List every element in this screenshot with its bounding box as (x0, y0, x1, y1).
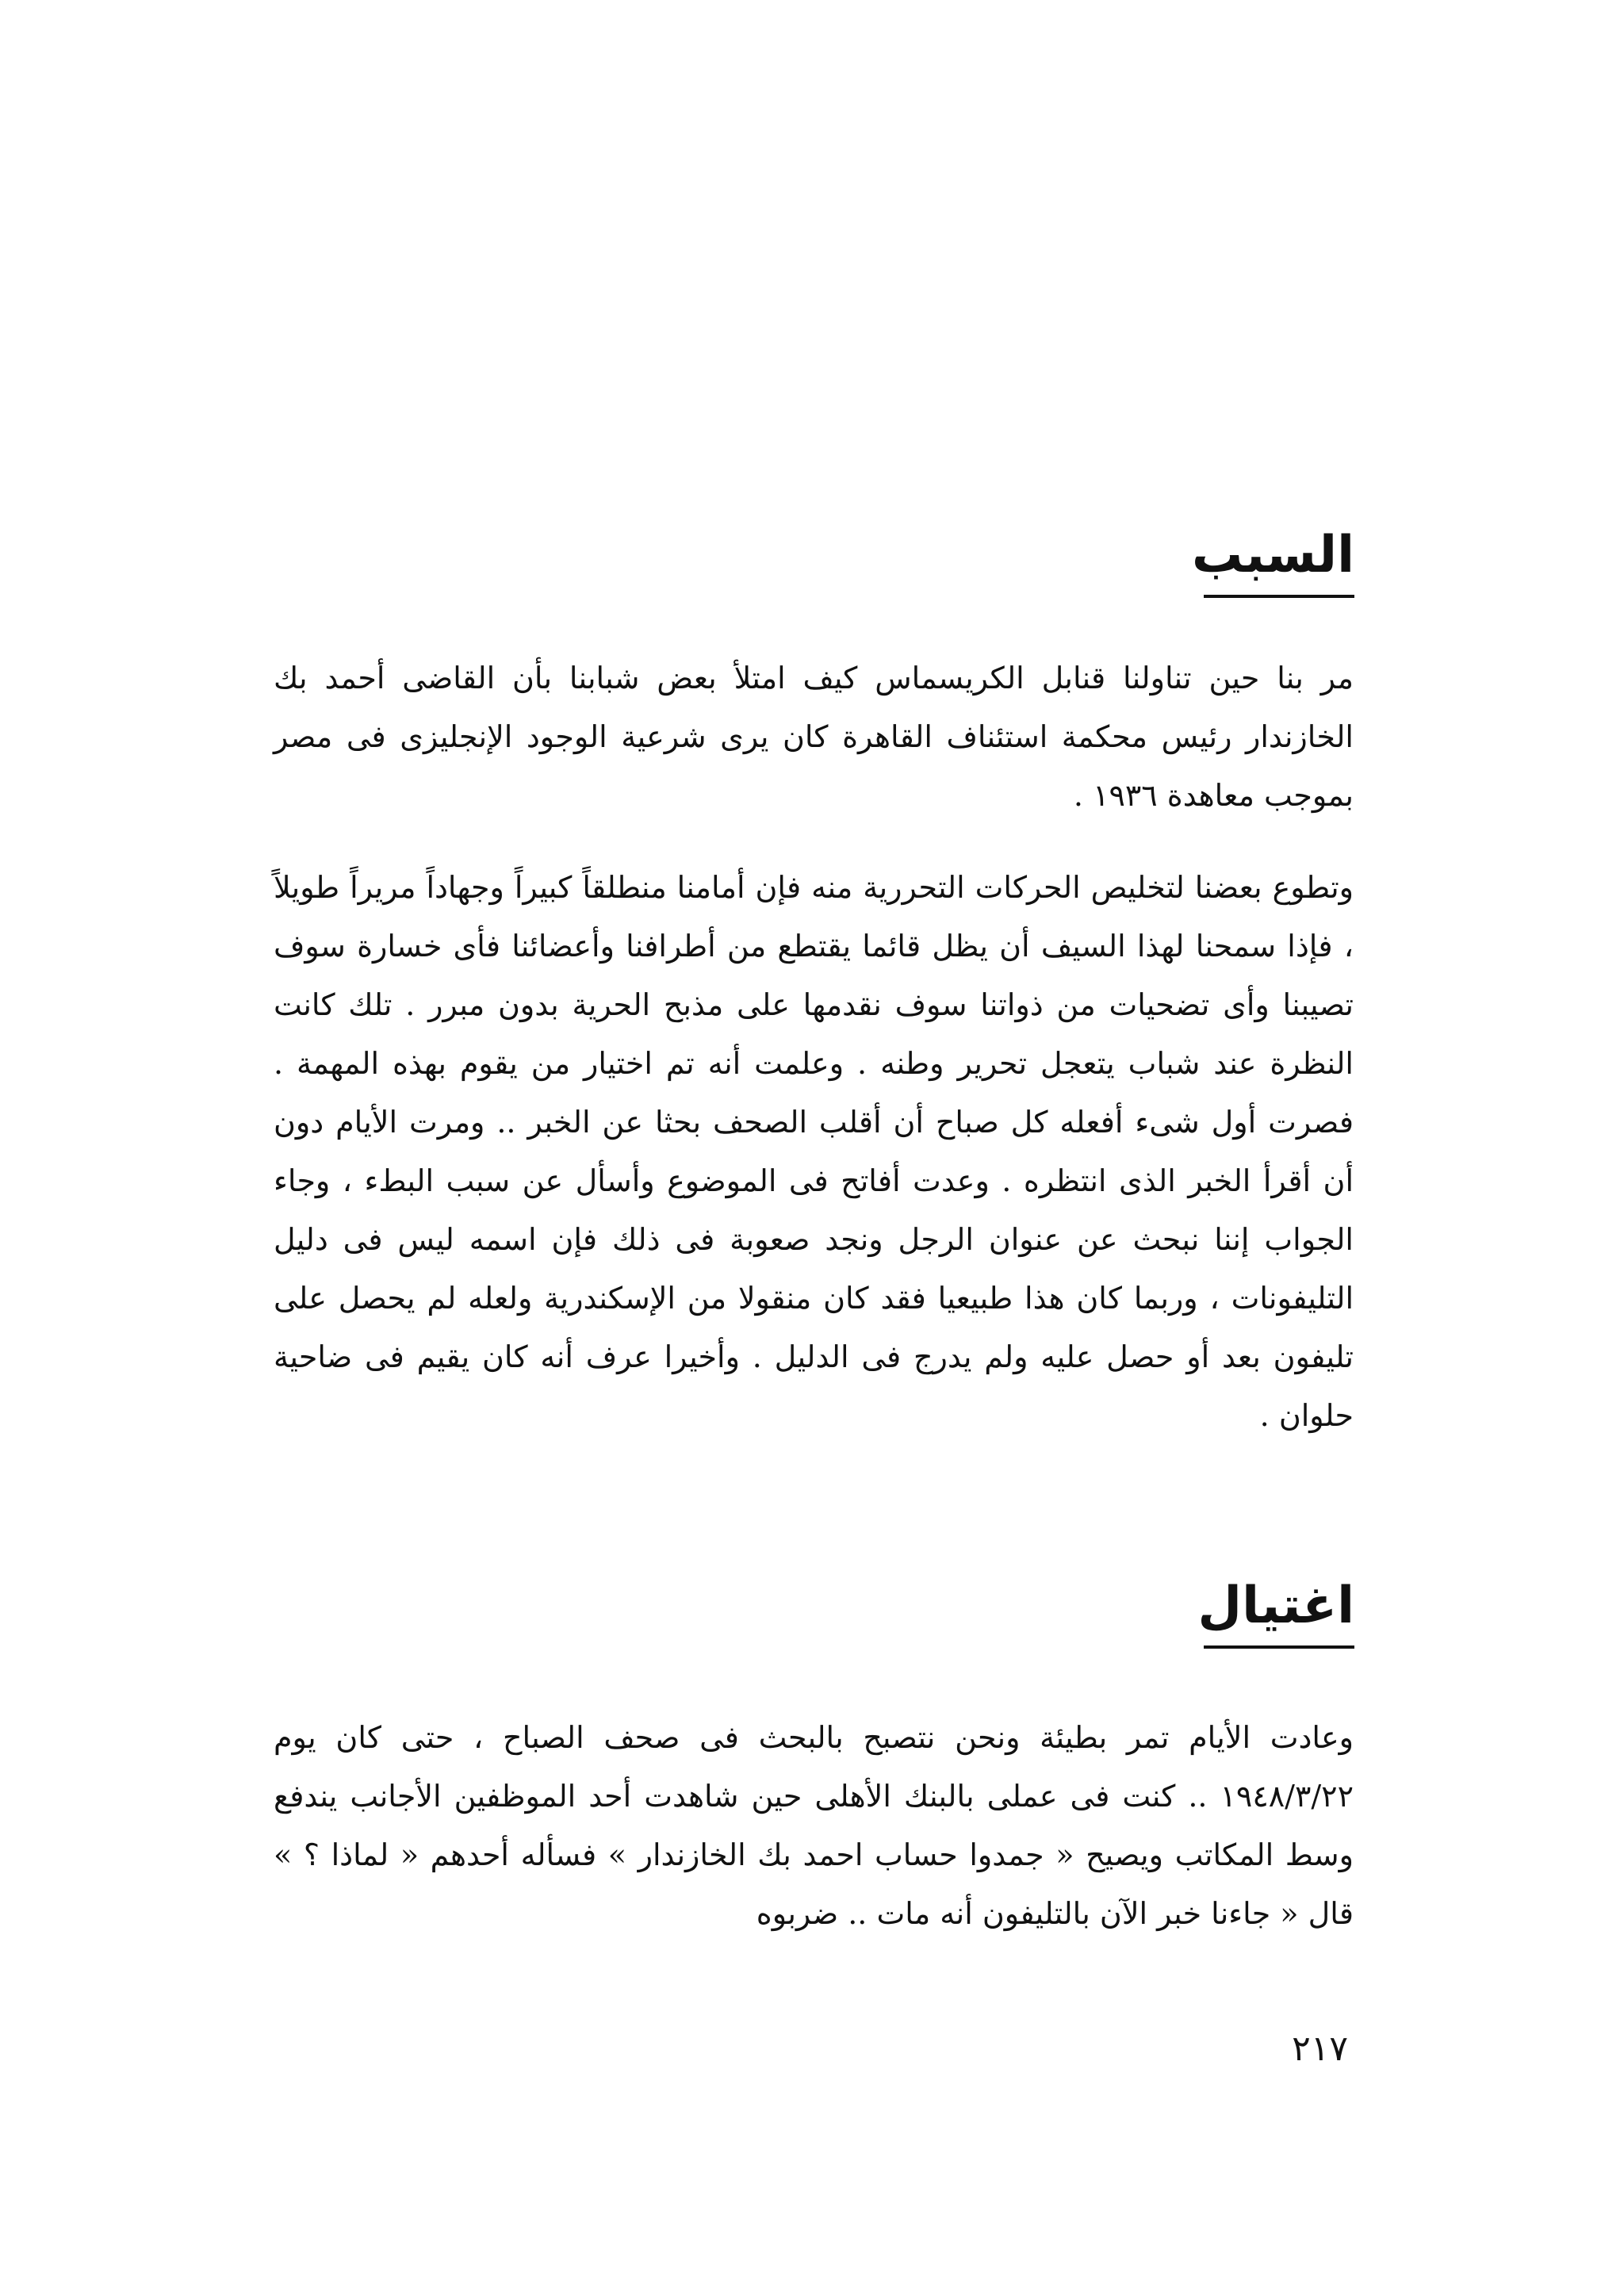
paragraph: مر بنا حين تناولنا قنابل الكريسماس كيف امتلأ بعض شبابنا بأن القاضى أحمد بك الخازندار رئيس محكمة استئناف القاهرة كان يرى شرعية الوجود الإنجليزى فى مصر بموجب معاهدة ١٩٣٦ . (274, 661, 1354, 813)
paragraph-block (274, 1708, 1354, 1943)
section-title: اغتيال (1197, 1576, 1354, 1635)
paragraph-block (274, 649, 1354, 825)
page-number: ٢١٧ (1292, 2029, 1348, 2069)
paragraph: وتطوع بعضنا لتخليص الحركات التحررية منه فإن أمامنا منطلقاً كبيراً وجهاداً مريراً طويلاً ، فإذا سمحنا لهذا السيف أن يظل قائما يقتطع من أطرافنا وأعضائنا فأى خسارة سوف تصيبنا وأى تضحيات من ذواتنا سوف نقدمها على مذبح الحرية بدون مبرر . تلك كانت النظرة عند شباب يتعجل تحرير وطنه . وعلمت أنه تم اختيار من يقوم بهذه المهمة . فصرت أول شىء أفعله كل صباح أن أقلب الصحف بحثا عن الخبر .. ومرت الأيام دون أن أقرأ الخبر الذى انتظره . وعدت أفاتح فى الموضوع وأسأل عن سبب البطء ، وجاء الجواب إننا نبحث عن عنوان الرجل ونجد صعوبة فى ذلك فإن اسمه ليس فى دليل التليفونات ، وربما كان هذا طبيعيا فقد كان منقولا من الإسكندرية ولعله لم يحصل على تليفون بعد أو حصل عليه ولم يدرج فى الدليل . وأخيرا عرف أنه كان يقيم فى ضاحية حلوان . (274, 870, 1354, 1433)
paragraph: وعادت الأيام تمر بطيئة ونحن نتصبح بالبحث فى صحف الصباح ، حتى كان يوم ١٩٤٨/٣/٢٢ .. كنت فى عملى بالبنك الأهلى حين شاهدت أحد الموظفين الأجانب يندفع وسط المكاتب ويصيح « جمدوا حساب احمد بك الخازندار » فسأله أحدهم « لماذا ؟ » قال « جاءنا خبر الآن بالتليفون أنه مات .. ضربوه (274, 1720, 1354, 1931)
paragraph-block (274, 858, 1354, 1445)
section-title: السبب (1192, 526, 1354, 584)
section-heading-assassination (1197, 1576, 1354, 1649)
heading-underline (1204, 595, 1354, 598)
heading-underline (1204, 1645, 1354, 1649)
section-heading-cause (1192, 526, 1354, 598)
